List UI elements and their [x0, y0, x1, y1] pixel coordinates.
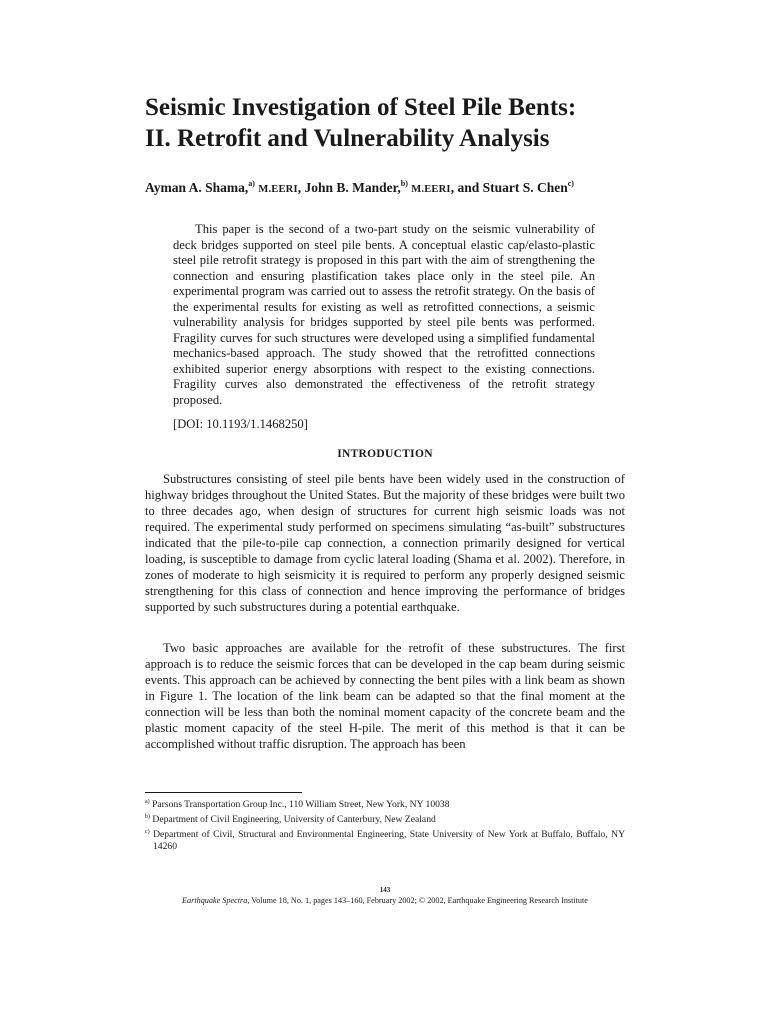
author-separator: ,	[297, 180, 305, 195]
paper-title	[145, 92, 665, 154]
body-paragraph: Substructures consisting of steel pile bents have been widely used in the construction of highway bridges throughout the United States. But the majority of these bridges were built two to three decades ago, when design of structures for current high seismic loads was not required. The experimental study performed on specimens simulating “as-built” substructures indicated that the pile-to-pile cap connection, a connection primarily designed for vertical loading, is susceptible to damage from cyclic lateral loading (Shama et al. 2002). Therefore, in zones of moderate to high seismicity it is required to perform any properly designed seismic strengthening for this class of connection and hence improving the performance of bridges supported by such substructures during a potential earthquake.	[145, 472, 625, 614]
author-affiliation-mark: c)	[567, 179, 574, 188]
author-separator: , and	[450, 180, 483, 195]
footnote-text: Department of Civil, Structural and Environmental Engineering, State University of New York at Buffalo, Buffalo, NY 14260	[153, 829, 625, 852]
author-line	[145, 175, 665, 199]
title-line-2: II. Retrofit and Vulnerability Analysis	[145, 125, 550, 152]
footnote	[145, 796, 625, 811]
footnote-mark: c)	[145, 829, 150, 835]
section-heading: INTRODUCTION	[337, 448, 433, 460]
footnotes	[145, 796, 625, 853]
title-line-1: Seismic Investigation of Steel Pile Bents:	[145, 94, 577, 121]
footnote-text: Parsons Transportation Group Inc., 110 William Street, New York, NY 10038	[152, 799, 450, 810]
page-number: 143	[379, 886, 391, 894]
author-name: John B. Mander,	[304, 180, 401, 195]
body-paragraph: Two basic approaches are available for the retrofit of these substructures. The first approach is to reduce the seismic forces that can be developed in the cap beam during seismic events. This approach can be achieved by connecting the bent piles with a link beam as shown in Figure 1. The location of the link beam can be adapted so that the final moment at the connection will be less than both the nominal moment capacity of the concrete beam and the plastic moment capacity of the steel H-pile. The merit of this method is that it can be accomplished without traffic disruption. The approach has been	[145, 641, 625, 751]
abstract-text: This paper is the second of a two-part study on the seismic vulnerability of deck bridges supported on steel pile bents. A conceptual elastic cap/elasto-plastic steel pile retrofit strategy is proposed in this part with the aim of strengthening the connection and ensuring plastification takes place only in the steel pile. An experimental program was carried out to assess the retrofit strategy. On the basis of the experimental results for existing as well as retrofitted connections, a seismic vulnerability analysis for bridges supported by steel pile bents was performed. Fragility curves for such structures were developed using a simplified fundamental mechanics-based approach. The study showed that the retrofitted connections exhibited superior energy absorptions with respect to the existing connections. Fragility curves also demonstrated the effectiveness of the retrofit strategy proposed.	[173, 222, 595, 407]
citation-details: , Volume 18, No. 1, pages 143–160, February 2002; © 2002, Earthquake Engineering Research Institute	[247, 896, 588, 905]
author-membership: M.EERI	[411, 184, 451, 195]
doi-reference: [DOI: 10.1193/1.1468250]	[173, 417, 308, 431]
footnote	[145, 811, 625, 826]
footnote-mark: b)	[145, 814, 150, 820]
author-membership: M.EERI	[258, 184, 298, 195]
author-affiliation-mark: b)	[400, 179, 408, 188]
footnote	[145, 826, 625, 853]
author-affiliation-mark: a)	[248, 179, 255, 188]
author-name: Ayman A. Shama,	[145, 180, 249, 195]
author-name: Stuart S. Chen	[482, 180, 568, 195]
journal-name: Earthquake Spectra	[182, 896, 248, 905]
footnote-text: Department of Civil Engineering, University of Canterbury, New Zealand	[152, 814, 436, 825]
footnote-mark: a)	[145, 799, 150, 805]
journal-citation	[145, 896, 625, 906]
footnote-divider	[145, 792, 302, 793]
